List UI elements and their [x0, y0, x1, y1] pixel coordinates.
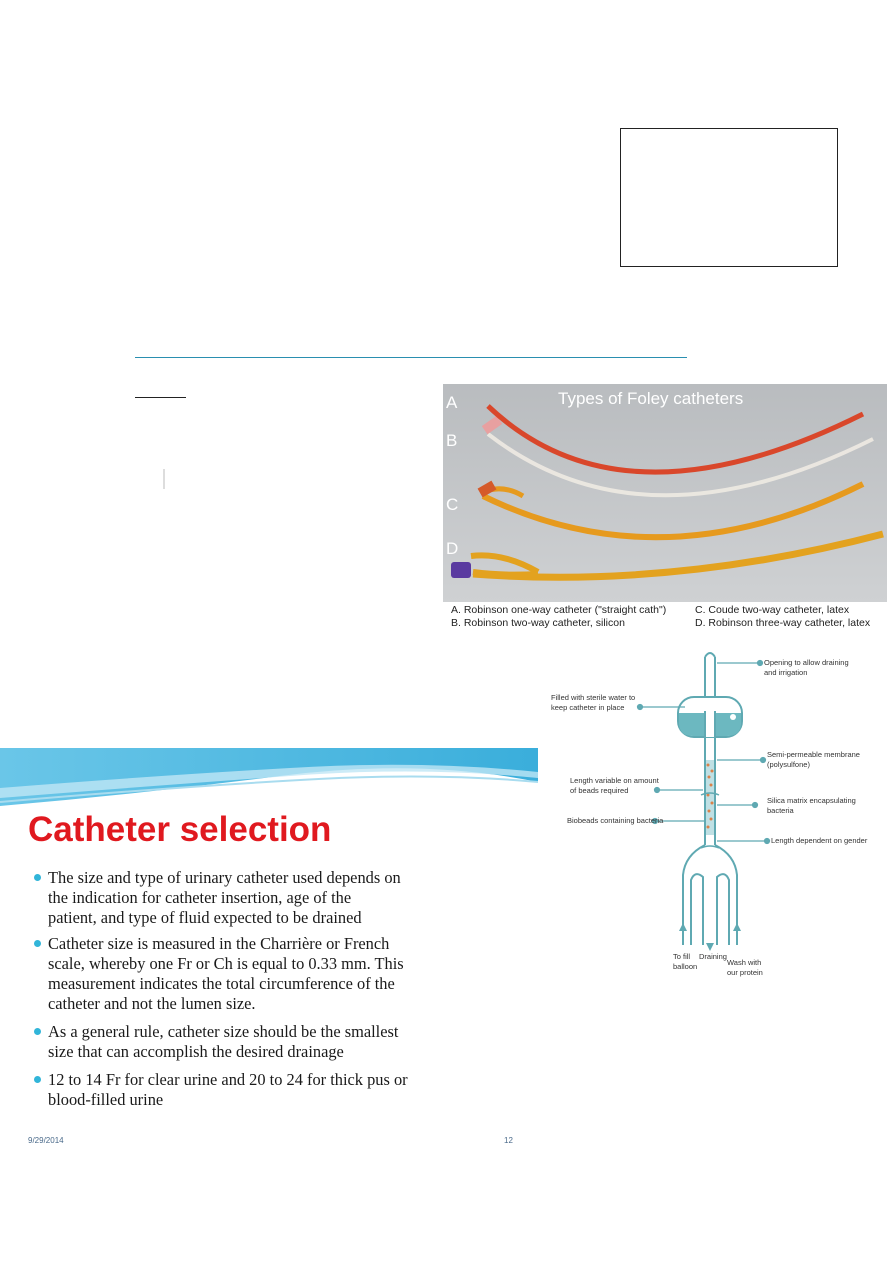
catheter-selection-slide	[0, 748, 538, 1153]
catheter-letter-b: B	[446, 431, 458, 450]
slide-page-number: 12	[504, 1136, 513, 1145]
length-break-2	[701, 846, 719, 848]
slide-title: Catheter selection	[28, 810, 332, 849]
slide-bullet-2	[48, 934, 518, 1014]
caption-c: C. Coude two-way catheter, latex	[695, 604, 850, 616]
bullet-line: scale, whereby one Fr or Ch is equal to 0.33 mm. This	[48, 954, 404, 973]
slide-date: 9/29/2014	[28, 1136, 64, 1145]
bullet-dot	[34, 940, 41, 947]
bullet-line: The size and type of urinary catheter used depends on	[48, 868, 401, 887]
slide-bullet-3	[48, 1022, 518, 1062]
bullet-line: blood-filled urine	[48, 1090, 164, 1109]
label-opening-2: and irrigation	[764, 668, 808, 677]
bullet-line: As a general rule, catheter size should be the smallest	[48, 1022, 399, 1041]
foley-photo-title: Types of Foley catheters	[558, 389, 744, 408]
caption-b: B. Robinson two-way catheter, silicon	[451, 617, 625, 629]
water-bubble	[730, 714, 736, 720]
caption-a: A. Robinson one-way catheter ("straight cath")	[451, 604, 667, 616]
empty-text-box	[620, 128, 838, 267]
text-cursor-mark	[163, 469, 165, 489]
label-filled-1: Filled with sterile water to	[551, 693, 636, 702]
dot-length-gender	[765, 839, 770, 844]
label-filled-2: keep catheter in place	[551, 703, 625, 712]
foley-caption	[443, 602, 887, 630]
bullet-line: size that can accomplish the desired drainage	[48, 1042, 344, 1061]
label-length-gender: Length dependent on gender	[771, 836, 868, 845]
label-length-variable-1: Length variable on amount	[570, 776, 659, 785]
label-membrane-1: Semi-permeable membrane	[767, 750, 860, 759]
label-wash-2: our protein	[727, 968, 763, 977]
fork-right-inner	[717, 874, 729, 945]
label-draining: Draining	[699, 952, 727, 961]
label-membrane-2: (polysulfone)	[767, 760, 810, 769]
label-to-fill-2: balloon	[673, 962, 698, 971]
label-opening-1: Opening to allow draining	[764, 658, 849, 667]
diagram-drawing	[545, 645, 893, 980]
bullet-line: Catheter size is measured in the Charrière or French	[48, 934, 390, 953]
bullet-line: patient, and type of fluid expected to be drained	[48, 908, 362, 927]
bullet-line: measurement indicates the total circumference of the	[48, 974, 395, 993]
dot-membrane	[761, 758, 766, 763]
bullet-line: catheter and not the lumen size.	[48, 994, 256, 1013]
bullet-line: 12 to 14 Fr for clear urine and 20 to 24 for thick pus or	[48, 1070, 408, 1089]
catheter-d-branch-2	[473, 572, 538, 575]
tube-through-balloon	[705, 711, 715, 737]
dot-filled	[638, 705, 643, 710]
caption-d: D. Robinson three-way catheter, latex	[695, 617, 871, 629]
label-silica-2: bacteria	[767, 806, 794, 815]
tube-tip	[705, 653, 715, 657]
catheter-d-cap	[451, 562, 471, 578]
label-silica-1: Silica matrix encapsulating	[767, 796, 856, 805]
dot-silica	[753, 803, 758, 808]
label-wash-1: Wash with	[727, 958, 762, 967]
dot-length-variable	[655, 788, 660, 793]
foley-photo-drawing	[443, 384, 887, 602]
catheter-letter-d: D	[446, 539, 459, 558]
foley-catheters-photo	[443, 384, 887, 602]
flow-arrows	[679, 923, 741, 951]
bullet-dot	[34, 1076, 41, 1083]
slide-wave-header	[0, 748, 538, 818]
fork-left-inner	[691, 874, 703, 945]
label-to-fill-1: To fill	[673, 952, 691, 961]
slide-bullet-1	[48, 868, 518, 928]
bioartificial-catheter-diagram	[545, 645, 893, 980]
bullet-line: the indication for catheter insertion, age of the	[48, 888, 352, 907]
catheter-letter-a: A	[446, 393, 458, 412]
label-length-variable-2: of beads required	[570, 786, 629, 795]
catheter-letter-c: C	[446, 495, 459, 514]
label-biobeads: Biobeads containing bacteria	[567, 816, 664, 825]
hyperlink-underline[interactable]	[135, 357, 687, 358]
bullet-dot	[34, 1028, 41, 1035]
bullet-dot	[34, 874, 41, 881]
slide-bullet-4	[48, 1070, 518, 1110]
dot-opening	[758, 661, 763, 666]
heading-underline	[135, 397, 186, 398]
